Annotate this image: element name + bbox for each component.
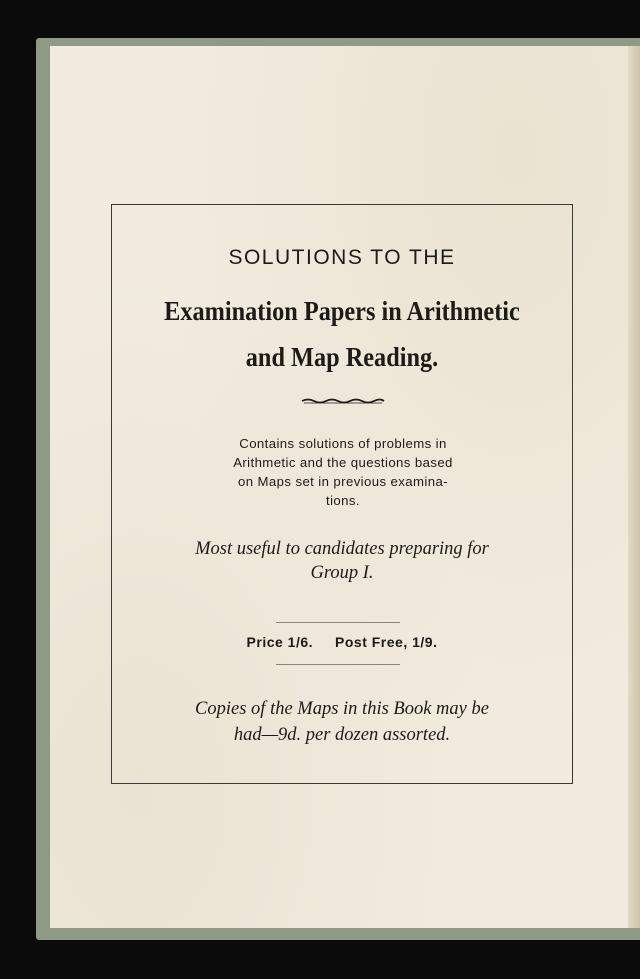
- title-line-1: Examination Papers in Arithmetic: [164, 296, 520, 326]
- maps-note-line: had—9d. per dozen assorted.: [233, 725, 451, 745]
- recommendation-line: Group I.: [310, 563, 374, 583]
- post-free-price: Post Free, 1/9.: [335, 634, 438, 650]
- rule-bottom: [276, 664, 400, 665]
- price: Price 1/6.: [246, 634, 314, 650]
- recommendation-line: Most useful to candidates preparing for: [195, 539, 489, 559]
- description-line: on Maps set in previous examina-: [238, 474, 448, 489]
- rule-top: [276, 622, 400, 623]
- recommendation: [111, 537, 573, 585]
- description-line: Contains solutions of problems in: [239, 436, 447, 451]
- maps-note-line: Copies of the Maps in this Book may be: [195, 699, 489, 719]
- description: [200, 434, 486, 510]
- ornament-divider: [300, 396, 386, 406]
- description-line: Arithmetic and the questions based: [233, 455, 453, 470]
- price-line: [111, 634, 573, 650]
- title-line-2: and Map Reading.: [245, 342, 439, 372]
- page-title: [134, 288, 550, 380]
- description-line: tions.: [326, 493, 360, 508]
- heading-line: SOLUTIONS TO THE: [228, 246, 456, 269]
- maps-note: [111, 696, 573, 748]
- page-edge: [628, 46, 640, 928]
